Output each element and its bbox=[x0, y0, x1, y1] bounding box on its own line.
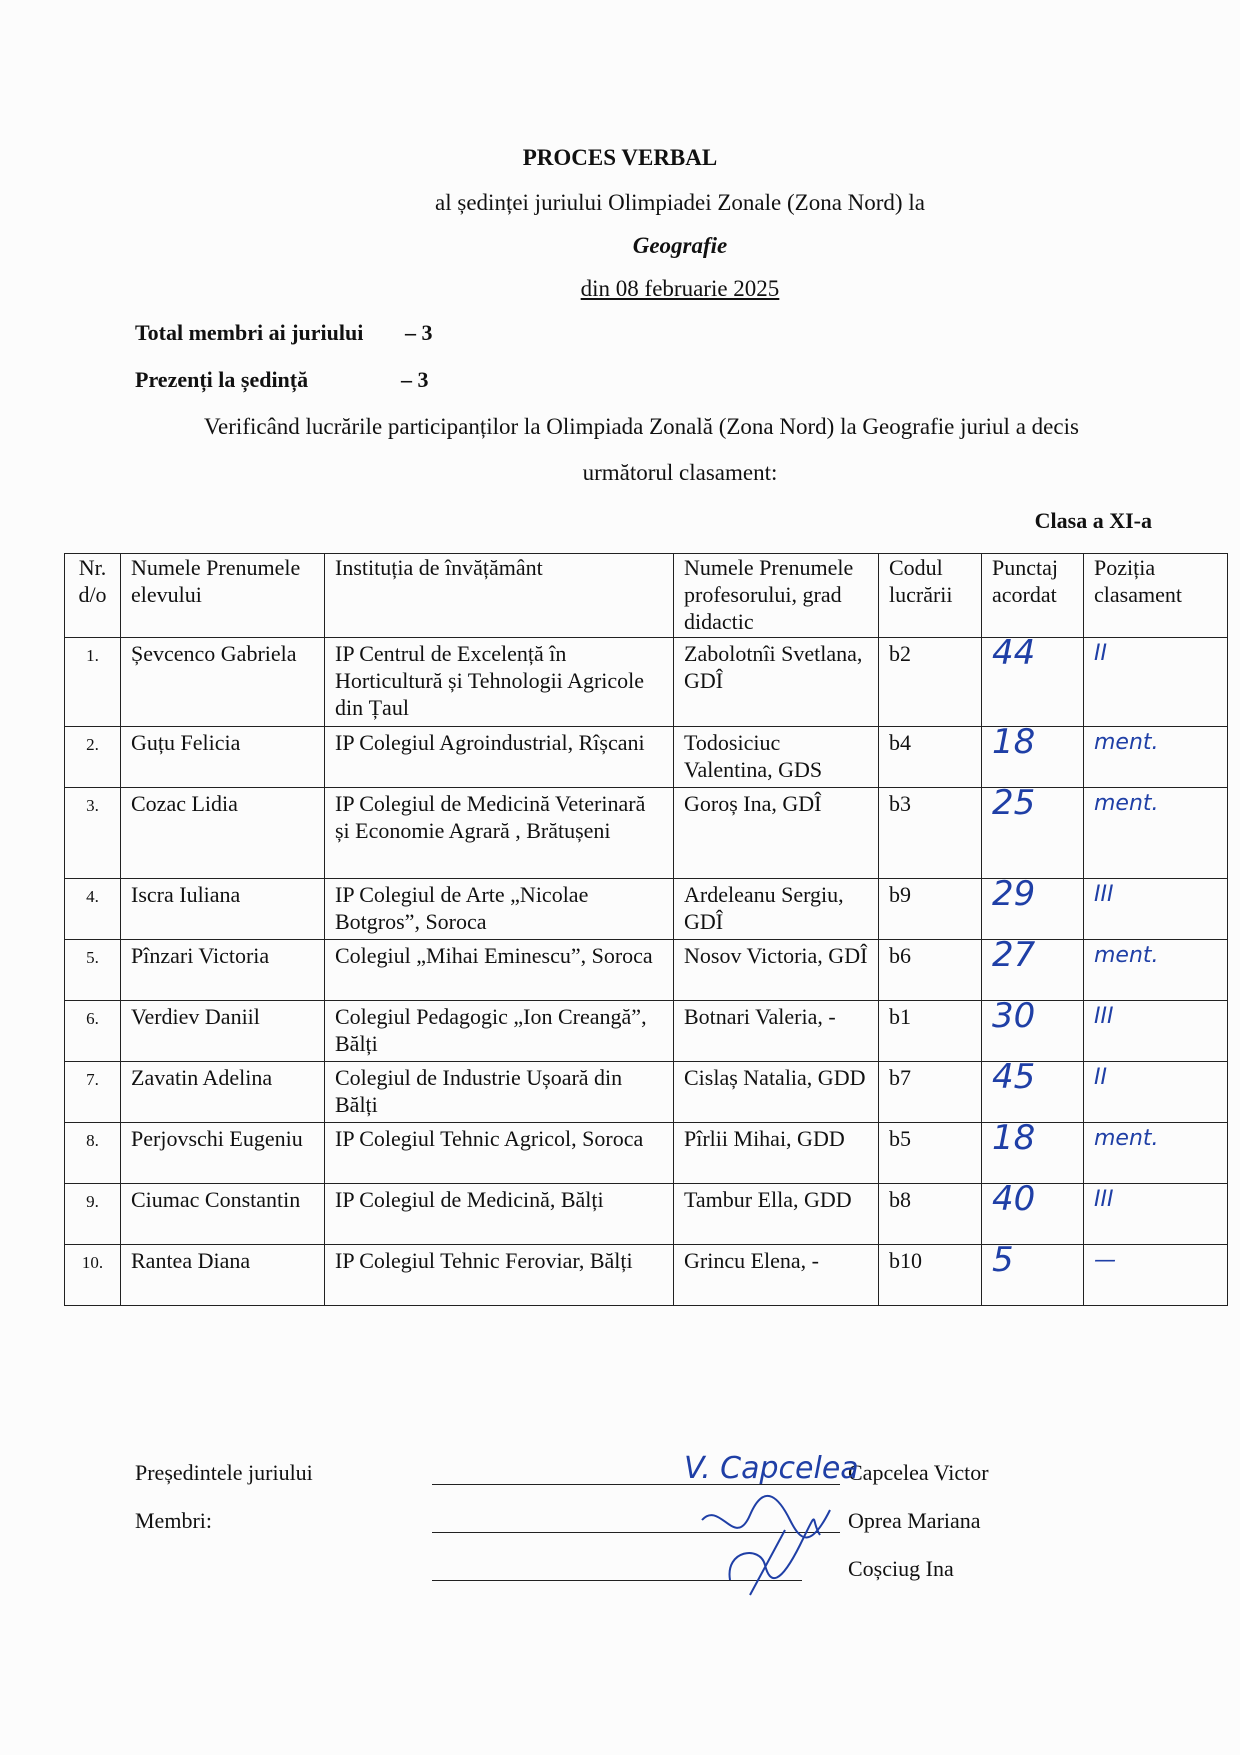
row-institution: Colegiul de Industrie Ușoară din Bălți bbox=[325, 1062, 674, 1123]
table-row bbox=[65, 1123, 1228, 1184]
row-student: Pînzari Victoria bbox=[121, 940, 325, 1001]
table-row bbox=[65, 727, 1228, 788]
row-position: II bbox=[1084, 638, 1228, 727]
table-header-row bbox=[65, 554, 1228, 638]
row-position: ment. bbox=[1084, 727, 1228, 788]
row-student: Cozac Lidia bbox=[121, 788, 325, 879]
total-members-value: – 3 bbox=[405, 320, 433, 345]
row-score: 27 bbox=[982, 940, 1084, 1001]
row-nr: 1. bbox=[65, 638, 121, 727]
president-signature-text: V. Capcelea bbox=[684, 1451, 859, 1486]
row-nr: 10. bbox=[65, 1245, 121, 1306]
table-row bbox=[65, 788, 1228, 879]
row-institution: IP Colegiul Tehnic Feroviar, Bălți bbox=[325, 1245, 674, 1306]
president-signature bbox=[680, 1438, 860, 1494]
header-code: Codul lucrării bbox=[879, 554, 982, 638]
row-score: 40 bbox=[982, 1184, 1084, 1245]
row-position: ment. bbox=[1084, 1123, 1228, 1184]
row-code: b3 bbox=[879, 788, 982, 879]
header-institution: Instituția de învățământ bbox=[325, 554, 674, 638]
row-student: Iscra Iuliana bbox=[121, 879, 325, 940]
row-institution: IP Centrul de Excelență în Horticultură și Tehnologii Agricole din Țaul bbox=[325, 638, 674, 727]
row-code: b9 bbox=[879, 879, 982, 940]
header-score: Punctaj acordat bbox=[982, 554, 1084, 638]
header-student: Numele Prenumele elevului bbox=[121, 554, 325, 638]
row-code: b10 bbox=[879, 1245, 982, 1306]
subject-name: Geografie bbox=[632, 233, 728, 258]
row-student: Șevcenco Gabriela bbox=[121, 638, 325, 727]
member2-name: Coșciug Ina bbox=[848, 1556, 954, 1581]
row-teacher: Grincu Elena, - bbox=[674, 1245, 879, 1306]
row-nr: 6. bbox=[65, 1001, 121, 1062]
class-label: Clasa a XI-a bbox=[1034, 508, 1152, 533]
row-teacher: Tambur Ella, GDD bbox=[674, 1184, 879, 1245]
row-teacher: Nosov Victoria, GDÎ bbox=[674, 940, 879, 1001]
table-row bbox=[65, 1184, 1228, 1245]
row-position: II bbox=[1084, 1062, 1228, 1123]
header-position: Poziția clasament bbox=[1084, 554, 1228, 638]
row-teacher: Zabolotnîi Svetlana, GDÎ bbox=[674, 638, 879, 727]
row-institution: IP Colegiul de Arte „Nicolae Botgros”, Soroca bbox=[325, 879, 674, 940]
table-row bbox=[65, 1245, 1228, 1306]
member-signatures bbox=[690, 1490, 840, 1600]
document-subtitle: al ședinței juriului Olimpiadei Zonale (Zona Nord) la bbox=[435, 190, 925, 215]
row-institution: IP Colegiul de Medicină Veterinară și Economie Agrară , Brătușeni bbox=[325, 788, 674, 879]
row-teacher: Todosiciuc Valentina, GDS bbox=[674, 727, 879, 788]
row-code: b7 bbox=[879, 1062, 982, 1123]
row-code: b1 bbox=[879, 1001, 982, 1062]
row-position: ment. bbox=[1084, 788, 1228, 879]
row-position: III bbox=[1084, 1001, 1228, 1062]
row-nr: 3. bbox=[65, 788, 121, 879]
row-teacher: Botnari Valeria, - bbox=[674, 1001, 879, 1062]
row-code: b4 bbox=[879, 727, 982, 788]
row-student: Ciumac Constantin bbox=[121, 1184, 325, 1245]
row-code: b8 bbox=[879, 1184, 982, 1245]
results-table bbox=[64, 553, 1228, 1306]
row-student: Rantea Diana bbox=[121, 1245, 325, 1306]
row-position: ment. bbox=[1084, 940, 1228, 1001]
row-institution: IP Colegiul de Medicină, Bălți bbox=[325, 1184, 674, 1245]
session-date-text: din 08 februarie 2025 bbox=[580, 276, 780, 301]
row-score: 25 bbox=[982, 788, 1084, 879]
row-student: Zavatin Adelina bbox=[121, 1062, 325, 1123]
table-row bbox=[65, 1001, 1228, 1062]
row-teacher: Cislaș Natalia, GDD bbox=[674, 1062, 879, 1123]
row-score: 44 bbox=[982, 638, 1084, 727]
document-title: PROCES VERBAL bbox=[522, 145, 718, 170]
row-institution: IP Colegiul Tehnic Agricol, Soroca bbox=[325, 1123, 674, 1184]
intro-line-2: următorul clasament: bbox=[582, 460, 778, 485]
row-institution: Colegiul „Mihai Eminescu”, Soroca bbox=[325, 940, 674, 1001]
row-score: 30 bbox=[982, 1001, 1084, 1062]
table-row bbox=[65, 940, 1228, 1001]
present-members bbox=[135, 367, 429, 393]
row-nr: 9. bbox=[65, 1184, 121, 1245]
president-label: Președintele juriului bbox=[135, 1460, 313, 1485]
row-position: — bbox=[1084, 1245, 1228, 1306]
row-score: 18 bbox=[982, 727, 1084, 788]
header-nr: Nr. d/o bbox=[65, 554, 121, 638]
session-date bbox=[120, 276, 1240, 302]
header-teacher: Numele Prenumele profesorului, grad didactic bbox=[674, 554, 879, 638]
row-student: Guțu Felicia bbox=[121, 727, 325, 788]
row-code: b6 bbox=[879, 940, 982, 1001]
row-teacher: Ardeleanu Sergiu, GDÎ bbox=[674, 879, 879, 940]
row-score: 5 bbox=[982, 1245, 1084, 1306]
row-institution: IP Colegiul Agroindustrial, Rîșcani bbox=[325, 727, 674, 788]
row-nr: 4. bbox=[65, 879, 121, 940]
table-row bbox=[65, 879, 1228, 940]
row-score: 45 bbox=[982, 1062, 1084, 1123]
present-members-label: Prezenți la ședință bbox=[135, 367, 309, 392]
row-nr: 8. bbox=[65, 1123, 121, 1184]
row-score: 18 bbox=[982, 1123, 1084, 1184]
row-score: 29 bbox=[982, 879, 1084, 940]
row-teacher: Pîrlii Mihai, GDD bbox=[674, 1123, 879, 1184]
members-label: Membri: bbox=[135, 1508, 212, 1533]
table-row bbox=[65, 638, 1228, 727]
row-nr: 5. bbox=[65, 940, 121, 1001]
row-nr: 7. bbox=[65, 1062, 121, 1123]
row-position: III bbox=[1084, 1184, 1228, 1245]
present-members-value: – 3 bbox=[401, 367, 429, 392]
total-members-label: Total membri ai juriului bbox=[135, 320, 364, 345]
row-student: Perjovschi Eugeniu bbox=[121, 1123, 325, 1184]
total-members bbox=[135, 320, 433, 346]
member1-signature-stroke bbox=[702, 1496, 830, 1538]
member2-signature-stroke bbox=[730, 1519, 820, 1595]
row-teacher: Goroș Ina, GDÎ bbox=[674, 788, 879, 879]
table-row bbox=[65, 1062, 1228, 1123]
row-nr: 2. bbox=[65, 727, 121, 788]
row-institution: Colegiul Pedagogic „Ion Creangă”, Bălți bbox=[325, 1001, 674, 1062]
intro-line-1: Verificând lucrările participanților la Olimpiada Zonală (Zona Nord) la Geografie juriul a decis bbox=[204, 414, 1079, 439]
row-code: b5 bbox=[879, 1123, 982, 1184]
president-name: Capcelea Victor bbox=[848, 1460, 989, 1485]
member1-name: Oprea Mariana bbox=[848, 1508, 981, 1533]
row-code: b2 bbox=[879, 638, 982, 727]
row-position: III bbox=[1084, 879, 1228, 940]
row-student: Verdiev Daniil bbox=[121, 1001, 325, 1062]
